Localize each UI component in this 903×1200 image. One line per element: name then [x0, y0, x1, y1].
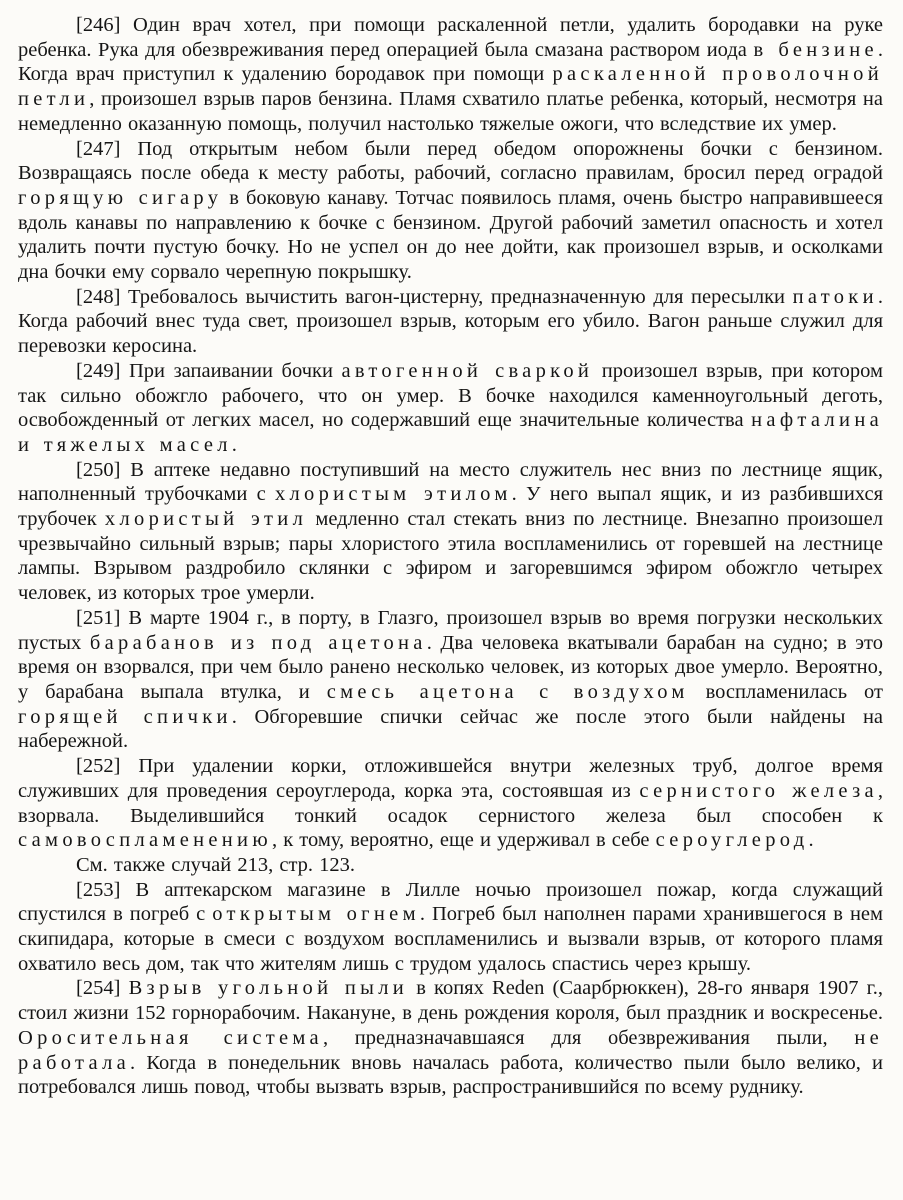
body-text: В аптекарском магазине в Лилле ночью произошел пожар, когда служащий спустился в погреб с [18, 878, 884, 926]
body-text: Под открытым небом были перед обедом опорожнены бочки с бензином. Возвращаясь после обеда к месту работы, рабочий, согласно правилам, бросил перед оградой [18, 137, 884, 185]
letterspaced-emphasis-text: хлористый этил [104, 508, 308, 531]
paragraph [18, 606, 883, 754]
paragraph-number: [250] [76, 458, 131, 481]
paragraph [18, 137, 883, 285]
letterspaced-emphasis-text: сернистого железа [639, 779, 878, 802]
letterspaced-emphasis-text: нафталина и тяжелых масел [18, 409, 883, 456]
body-text: В марте 1904 г., в порту, в Глазго, произошел взрыв во время погрузки нескольких пустых [18, 606, 883, 654]
paragraph-number: [253] [76, 878, 136, 901]
body-text: Один врач хотел, при помощи раскаленной петли, удалить бородавки на руке ребенка. Рука для обезвреживания перед операцией была смазана раствором иода [18, 14, 884, 61]
letterspaced-emphasis-text: автогенной сваркой [341, 359, 594, 382]
letterspaced-emphasis-text: открытым огнем [212, 903, 420, 926]
body-text: , взорвала. Выделившийся тонкий осадок сернистого железа был способен к [18, 779, 883, 827]
body-text: . Обгоревшие спички сейчас же после этого были найдены на набережной. [18, 705, 884, 753]
paragraph-number: [251] [76, 606, 129, 629]
body-text: При удалении корки, отложившейся внутри железных труб, долгое время служивших для проведения сероуглерода, корка эта, состоявшая из [18, 755, 883, 802]
paragraph-number: [248] [76, 285, 129, 308]
letterspaced-emphasis-text: хлористым этилом [274, 483, 512, 506]
body-text: , предназначавшаяся для обезвреживания пыли, [322, 1026, 855, 1049]
letterspaced-emphasis-text: самовоспламенению [18, 829, 272, 852]
note-paragraph [18, 853, 883, 878]
letterspaced-emphasis-text: Оросительная система [18, 1026, 323, 1049]
letterspaced-emphasis-text: сероуглерод [655, 829, 809, 852]
body-text: При запаивании бочки [128, 359, 342, 382]
letterspaced-emphasis-text: барабанов из под ацетона [89, 631, 427, 654]
body-text: . Когда в понедельник вновь началась работа, количество пыли было велико, и потребовался лишь повод, чтобы вызвать взрыв, распространившийся по всему руднику. [18, 1051, 883, 1099]
letterspaced-emphasis-text: Взрыв угольной пыли [128, 977, 409, 1000]
paragraph [18, 458, 883, 606]
body-text: , произошел взрыв паров бензина. Пламя схватило платье ребенка, который, несмотря на немедленно оказанную помощь, получил настолько тяжелые ожоги, что вследствие их умер. [18, 88, 883, 135]
letterspaced-emphasis-text: горящей спички [18, 705, 232, 728]
body-text: , к тому, вероятно, еще и удерживал в себе [271, 829, 656, 852]
body-text: . [808, 829, 814, 852]
letterspaced-emphasis-text: горящую сигару [18, 186, 223, 209]
paragraph-number: [247] [76, 137, 138, 160]
body-text: . Два человека вкатывали барабан на судно; в это время он взорвался, при чем было ранено несколько человек, из которых двое умерло. Вероятно, у барабана выпала втулка, и [18, 631, 883, 703]
letterspaced-emphasis-text: в бензине [753, 38, 878, 61]
body-text: в копях Reden (Саарбрюккен), 28-го января 1907 г., стоил жизни 152 горнорабочим. Накануне, в день рождения короля, был праздник и воскресенье. [18, 977, 883, 1025]
paragraph [18, 13, 883, 137]
body-text: . Когда врач приступил к удалению бородавок при помощи [18, 38, 883, 86]
paragraph [18, 976, 883, 1100]
body-text: . Когда рабочий внес туда свет, произошел взрыв, которым его убило. Вагон раньше служил для перевозки керосина. [18, 285, 883, 358]
body-text: воспламенилась от [688, 680, 883, 703]
body-text: произошел взрыв, при котором так сильно обожгло рабочего, что он умер. В бочке находился каменноугольный деготь, освобожденный от легких масел, но содержавший еще значительные количества [18, 359, 884, 432]
paragraph [18, 359, 883, 458]
page-text [18, 13, 883, 1100]
letterspaced-emphasis-text: смесь ацетона с воздухом [326, 680, 689, 703]
body-text: . [231, 433, 237, 456]
paragraph-number: [254] [76, 977, 129, 1000]
body-text: Требовалось вычистить вагон-цистерну, предназначенную для пересылки [128, 285, 793, 308]
body-text: См. также случай 213, стр. 123. [76, 853, 356, 876]
body-text: медленно стал стекать вниз по лестнице. Внезапно произошел чрезвычайно сильный взрыв; пары хлористого этила воспламенились от горевшей на лестнице лампы. Взрывом раздробило склянки с эфиром и загоревшимся эфиром обожгло четырех человек, из которых трое умерли. [18, 508, 884, 605]
body-text: в боковую канаву. Тотчас появилось пламя, очень быстро направившееся вдоль канавы по направлению к бочке с бензином. Другой рабочий заметил опасность и хотел удалить почти пустую бочку. Но не успел он до нее дойти, как произошел взрыв, и осколками дна бочки ему сорвало черепную покрышку. [18, 186, 883, 284]
paragraph-number: [246] [76, 14, 134, 36]
paragraph-number: [249] [76, 359, 129, 382]
paragraph-number: [252] [76, 755, 139, 778]
body-text: . У него выпал ящик, и из разбившихся трубочек [18, 483, 883, 531]
paragraph [18, 754, 883, 853]
letterspaced-emphasis-text: не работала [18, 1026, 883, 1074]
letterspaced-emphasis-text: патоки [792, 285, 878, 308]
body-text: . Погреб был наполнен парами хранившегося в нем скипидара, которые в смеси с воздухом воспламенились и вызвали взрыв, от которого пламя охватило весь дом, так что жителям лишь с трудом удалось спастись через крышу. [18, 903, 883, 975]
letterspaced-emphasis-text: раскаленной проволочной петли [18, 63, 883, 111]
paragraph [18, 285, 883, 359]
paragraph [18, 878, 883, 977]
body-text: В аптеке недавно поступивший на место служитель нес вниз по лестнице ящик, наполненный трубочками с [18, 458, 883, 506]
